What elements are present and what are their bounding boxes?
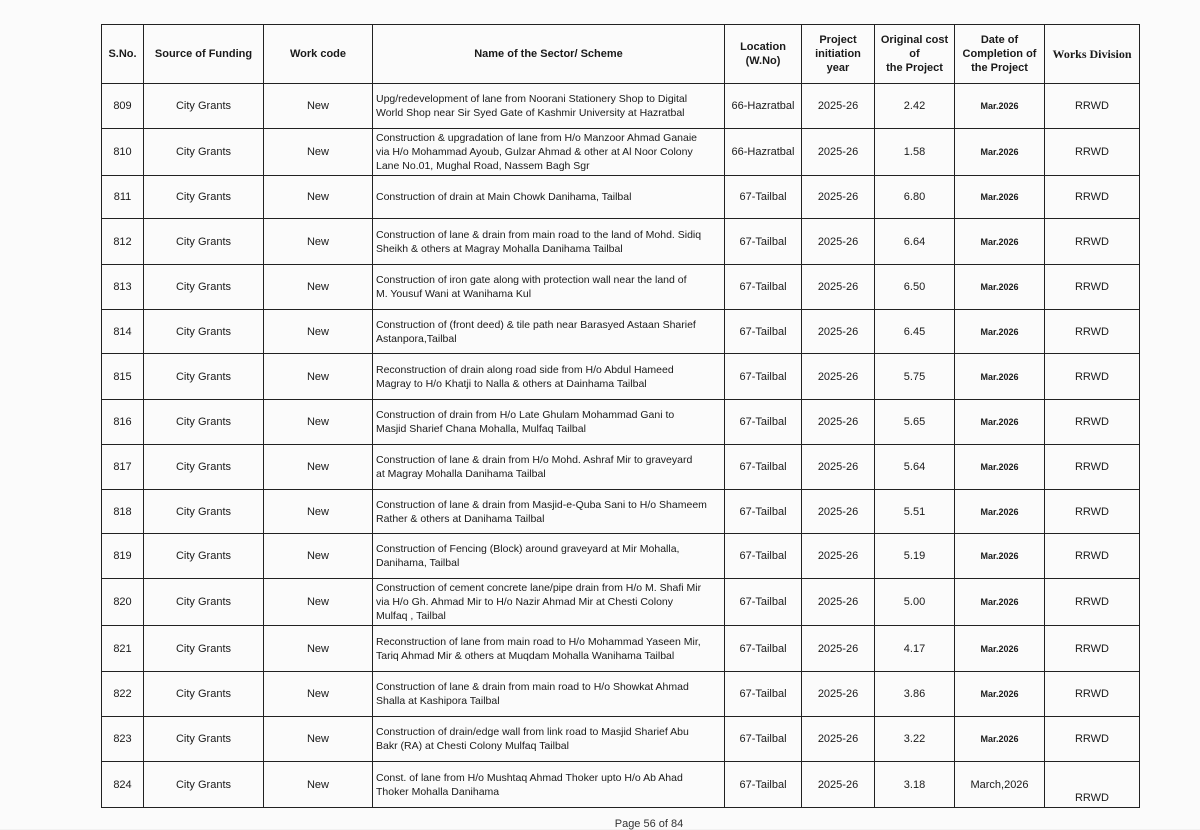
cell-location: 66-Hazratbal bbox=[725, 129, 802, 176]
cell-works-division: RRWD bbox=[1045, 310, 1140, 354]
cell-scheme-name bbox=[373, 265, 725, 310]
cell-location: 67-Tailbal bbox=[725, 265, 802, 310]
cell-location: 67-Tailbal bbox=[725, 534, 802, 579]
scheme-name-line: Construction of (front deed) & tile path near Barasyed Astaan Sharief bbox=[376, 318, 696, 331]
cell-scheme-name bbox=[373, 219, 725, 265]
cell-scheme-name bbox=[373, 672, 725, 717]
scheme-name-line: Construction of drain/edge wall from link road to Masjid Sharief Abu bbox=[376, 726, 689, 738]
scheme-name-line: Reconstruction of drain along road side from H/o Abdul Hameed bbox=[376, 363, 674, 376]
cell-scheme-name bbox=[373, 400, 725, 445]
cell-source: City Grants bbox=[144, 84, 264, 129]
header-initiation-line: initiation bbox=[815, 48, 861, 60]
cell-scheme-name bbox=[373, 354, 725, 400]
header-cost-line: the Project bbox=[886, 62, 943, 74]
cell-location: 66-Hazratbal bbox=[725, 84, 802, 129]
cell-completion-date: Mar.2026 bbox=[955, 579, 1045, 626]
header-initiation-line: year bbox=[826, 62, 850, 74]
cell-completion-date: Mar.2026 bbox=[955, 129, 1045, 176]
cell-works-division: RRWD bbox=[1045, 490, 1140, 534]
cell-workcode: New bbox=[264, 672, 373, 717]
cell-completion-date: Mar.2026 bbox=[955, 490, 1045, 534]
cell-works-division: RRWD bbox=[1045, 354, 1140, 400]
table-row bbox=[102, 400, 1140, 445]
table-row bbox=[102, 176, 1140, 219]
scheme-name-line: Construction of Fencing (Block) around graveyard at Mir Mohalla, bbox=[376, 543, 680, 555]
cell-scheme-name bbox=[373, 579, 725, 626]
cell-location: 67-Tailbal bbox=[725, 762, 802, 808]
cell-cost: 3.22 bbox=[875, 717, 955, 762]
cell-location: 67-Tailbal bbox=[725, 354, 802, 400]
header-completion bbox=[955, 25, 1045, 84]
scheme-name-line: Construction of lane & drain from main road to the land of Mohd. Sidiq bbox=[376, 228, 702, 241]
cell-completion-date: Mar.2026 bbox=[955, 717, 1045, 762]
cell-completion-date: Mar.2026 bbox=[955, 219, 1045, 265]
cell-sno: 813 bbox=[102, 265, 144, 310]
cell-source: City Grants bbox=[144, 445, 264, 490]
cell-sno: 816 bbox=[102, 400, 144, 445]
cell-workcode: New bbox=[264, 354, 373, 400]
cell-initiation-year: 2025-26 bbox=[802, 490, 875, 534]
cell-scheme-name bbox=[373, 84, 725, 129]
scheme-name-line: Upg/redevelopment of lane from Noorani Stationery Shop to Digital bbox=[376, 93, 688, 105]
cell-source: City Grants bbox=[144, 176, 264, 219]
cell-location: 67-Tailbal bbox=[725, 445, 802, 490]
header-source: Source of Funding bbox=[144, 25, 264, 84]
scheme-name-line: Lane No.01, Mughal Road, Nassem Bagh Sgr bbox=[376, 160, 590, 172]
cell-workcode: New bbox=[264, 219, 373, 265]
cell-sno: 819 bbox=[102, 534, 144, 579]
cell-works-division: RRWD bbox=[1045, 762, 1140, 808]
cell-cost: 6.80 bbox=[875, 176, 955, 219]
cell-location: 67-Tailbal bbox=[725, 310, 802, 354]
cell-source: City Grants bbox=[144, 762, 264, 808]
cell-works-division: RRWD bbox=[1045, 84, 1140, 129]
page-footer bbox=[0, 818, 1200, 830]
cell-sno: 818 bbox=[102, 490, 144, 534]
page-number: Page 56 of 84 bbox=[614, 818, 684, 830]
cell-sno: 822 bbox=[102, 672, 144, 717]
scheme-name-line: Construction of drain at Main Chowk Danihama, Tailbal bbox=[376, 191, 632, 203]
scheme-name-line: Construction of iron gate along with protection wall near the land of bbox=[376, 274, 687, 286]
table-row bbox=[102, 579, 1140, 626]
header-cost-line: Original cost of bbox=[880, 34, 949, 60]
scheme-name-line: Tariq Ahmad Mir & others at Muqdam Mohalla Wanihama Tailbal bbox=[376, 649, 675, 662]
cell-completion-date: Mar.2026 bbox=[955, 445, 1045, 490]
cell-source: City Grants bbox=[144, 354, 264, 400]
scheme-name-line: Rather & others at Danihama Tailbal bbox=[376, 512, 545, 525]
cell-initiation-year: 2025-26 bbox=[802, 354, 875, 400]
cell-works-division: RRWD bbox=[1045, 445, 1140, 490]
scheme-name-line: Reconstruction of lane from main road to H/o Mohammad Yaseen Mir, bbox=[376, 635, 701, 648]
scheme-name-line: via H/o Mohammad Ayoub, Gulzar Ahmad & other at Al Noor Colony bbox=[376, 146, 693, 158]
cell-workcode: New bbox=[264, 490, 373, 534]
works-table bbox=[101, 24, 1140, 808]
cell-workcode: New bbox=[264, 310, 373, 354]
header-row bbox=[102, 25, 1140, 84]
cell-location: 67-Tailbal bbox=[725, 626, 802, 672]
cell-workcode: New bbox=[264, 84, 373, 129]
cell-completion-date: Mar.2026 bbox=[955, 310, 1045, 354]
cell-source: City Grants bbox=[144, 534, 264, 579]
table-row bbox=[102, 129, 1140, 176]
scheme-name-line: Construction of lane & drain from H/o Mohd. Ashraf Mir to graveyard bbox=[376, 454, 693, 466]
table-row bbox=[102, 534, 1140, 579]
header-cost bbox=[875, 25, 955, 84]
header-workcode: Work code bbox=[264, 25, 373, 84]
cell-source: City Grants bbox=[144, 310, 264, 354]
cell-sno: 812 bbox=[102, 219, 144, 265]
table-row bbox=[102, 310, 1140, 354]
cell-sno: 823 bbox=[102, 717, 144, 762]
header-initiation-line: Project bbox=[819, 34, 857, 46]
table-row bbox=[102, 84, 1140, 129]
cell-source: City Grants bbox=[144, 400, 264, 445]
cell-initiation-year: 2025-26 bbox=[802, 717, 875, 762]
cell-cost: 5.64 bbox=[875, 445, 955, 490]
cell-workcode: New bbox=[264, 176, 373, 219]
table-row bbox=[102, 672, 1140, 717]
scheme-name-line: Masjid Sharief Chana Mohalla, Mulfaq Tailbal bbox=[376, 423, 586, 435]
cell-sno: 820 bbox=[102, 579, 144, 626]
cell-initiation-year: 2025-26 bbox=[802, 400, 875, 445]
cell-cost: 3.86 bbox=[875, 672, 955, 717]
cell-workcode: New bbox=[264, 400, 373, 445]
header-division: Works Division bbox=[1045, 25, 1140, 84]
cell-works-division: RRWD bbox=[1045, 129, 1140, 176]
cell-cost: 3.18 bbox=[875, 762, 955, 808]
cell-sno: 811 bbox=[102, 176, 144, 219]
cell-location: 67-Tailbal bbox=[725, 176, 802, 219]
table-row bbox=[102, 445, 1140, 490]
cell-location: 67-Tailbal bbox=[725, 219, 802, 265]
scheme-name-line: Construction of lane & drain from Masjid-e-Quba Sani to H/o Shameem bbox=[376, 498, 707, 511]
cell-cost: 5.75 bbox=[875, 354, 955, 400]
table-row bbox=[102, 354, 1140, 400]
cell-source: City Grants bbox=[144, 265, 264, 310]
scheme-name-line: Sheikh & others at Magray Mohalla Danihama Tailbal bbox=[376, 242, 623, 255]
table-row bbox=[102, 490, 1140, 534]
cell-works-division: RRWD bbox=[1045, 626, 1140, 672]
cell-source: City Grants bbox=[144, 579, 264, 626]
cell-sno: 810 bbox=[102, 129, 144, 176]
cell-completion-date: Mar.2026 bbox=[955, 176, 1045, 219]
cell-works-division: RRWD bbox=[1045, 265, 1140, 310]
cell-location: 67-Tailbal bbox=[725, 579, 802, 626]
scheme-name-line: Const. of lane from H/o Mushtaq Ahmad Thoker upto H/o Ab Ahad bbox=[376, 771, 683, 784]
cell-cost: 6.50 bbox=[875, 265, 955, 310]
cell-source: City Grants bbox=[144, 626, 264, 672]
scheme-name-line: Construction of lane & drain from main road to H/o Showkat Ahmad bbox=[376, 681, 689, 693]
cell-initiation-year: 2025-26 bbox=[802, 129, 875, 176]
cell-works-division: RRWD bbox=[1045, 400, 1140, 445]
scheme-name-line: via H/o Gh. Ahmad Mir to H/o Nazir Ahmad Mir at Chesti Colony bbox=[376, 596, 674, 608]
scheme-name-line: Mulfaq , Tailbal bbox=[376, 610, 446, 622]
cell-source: City Grants bbox=[144, 717, 264, 762]
header-completion-line: Completion of bbox=[962, 48, 1037, 60]
cell-scheme-name bbox=[373, 445, 725, 490]
cell-cost: 2.42 bbox=[875, 84, 955, 129]
cell-works-division: RRWD bbox=[1045, 534, 1140, 579]
cell-completion-date: March,2026 bbox=[955, 762, 1045, 808]
cell-workcode: New bbox=[264, 717, 373, 762]
cell-location: 67-Tailbal bbox=[725, 717, 802, 762]
cell-initiation-year: 2025-26 bbox=[802, 176, 875, 219]
table-row bbox=[102, 219, 1140, 265]
cell-cost: 5.65 bbox=[875, 400, 955, 445]
scheme-name-line: Astanpora,Tailbal bbox=[376, 332, 457, 345]
cell-sno: 824 bbox=[102, 762, 144, 808]
cell-initiation-year: 2025-26 bbox=[802, 310, 875, 354]
cell-workcode: New bbox=[264, 626, 373, 672]
cell-initiation-year: 2025-26 bbox=[802, 265, 875, 310]
cell-cost: 6.64 bbox=[875, 219, 955, 265]
cell-works-division: RRWD bbox=[1045, 176, 1140, 219]
cell-initiation-year: 2025-26 bbox=[802, 219, 875, 265]
scheme-name-line: Bakr (RA) at Chesti Colony Mulfaq Tailbal bbox=[376, 740, 569, 752]
cell-source: City Grants bbox=[144, 129, 264, 176]
table-row bbox=[102, 717, 1140, 762]
cell-cost: 5.00 bbox=[875, 579, 955, 626]
scheme-name-line: Shalla at Kashipora Tailbal bbox=[376, 695, 500, 707]
header-location-line: Location bbox=[740, 41, 786, 53]
scheme-name-line: Magray to H/o Khatji to Nalla & others at Dainhama Tailbal bbox=[376, 377, 647, 390]
header-completion-line: Date of bbox=[980, 34, 1019, 46]
cell-scheme-name bbox=[373, 626, 725, 672]
cell-workcode: New bbox=[264, 762, 373, 808]
scheme-name-line: Construction & upgradation of lane from H/o Manzoor Ahmad Ganaie bbox=[376, 132, 698, 144]
cell-cost: 5.51 bbox=[875, 490, 955, 534]
cell-scheme-name bbox=[373, 717, 725, 762]
cell-source: City Grants bbox=[144, 672, 264, 717]
scheme-name-line: Danihama, Tailbal bbox=[376, 557, 460, 569]
scheme-name-line: Construction of cement concrete lane/pipe drain from H/o M. Shafi Mir bbox=[376, 582, 702, 594]
cell-scheme-name bbox=[373, 490, 725, 534]
header-location-line: (W.No) bbox=[745, 55, 781, 67]
scheme-name-line: World Shop near Sir Syed Gate of Kashmir University at Hazratbal bbox=[376, 107, 685, 119]
cell-works-division: RRWD bbox=[1045, 219, 1140, 265]
cell-sno: 814 bbox=[102, 310, 144, 354]
scheme-name-line: Thoker Mohalla Danihama bbox=[376, 785, 500, 798]
cell-initiation-year: 2025-26 bbox=[802, 534, 875, 579]
header-name: Name of the Sector/ Scheme bbox=[373, 25, 725, 84]
scheme-name-line: M. Yousuf Wani at Wanihama Kul bbox=[376, 288, 532, 300]
cell-sno: 809 bbox=[102, 84, 144, 129]
cell-location: 67-Tailbal bbox=[725, 400, 802, 445]
cell-scheme-name bbox=[373, 310, 725, 354]
cell-works-division: RRWD bbox=[1045, 717, 1140, 762]
cell-initiation-year: 2025-26 bbox=[802, 579, 875, 626]
cell-scheme-name bbox=[373, 762, 725, 808]
cell-initiation-year: 2025-26 bbox=[802, 445, 875, 490]
cell-scheme-name bbox=[373, 534, 725, 579]
cell-completion-date: Mar.2026 bbox=[955, 400, 1045, 445]
cell-cost: 1.58 bbox=[875, 129, 955, 176]
cell-completion-date: Mar.2026 bbox=[955, 626, 1045, 672]
cell-completion-date: Mar.2026 bbox=[955, 534, 1045, 579]
table-row bbox=[102, 265, 1140, 310]
cell-workcode: New bbox=[264, 265, 373, 310]
cell-initiation-year: 2025-26 bbox=[802, 84, 875, 129]
scheme-name-line: Construction of drain from H/o Late Ghulam Mohammad Gani to bbox=[376, 409, 675, 421]
cell-workcode: New bbox=[264, 445, 373, 490]
cell-initiation-year: 2025-26 bbox=[802, 626, 875, 672]
cell-cost: 5.19 bbox=[875, 534, 955, 579]
cell-sno: 817 bbox=[102, 445, 144, 490]
cell-location: 67-Tailbal bbox=[725, 672, 802, 717]
cell-initiation-year: 2025-26 bbox=[802, 762, 875, 808]
cell-scheme-name bbox=[373, 176, 725, 219]
cell-workcode: New bbox=[264, 534, 373, 579]
cell-scheme-name bbox=[373, 129, 725, 176]
cell-cost: 6.45 bbox=[875, 310, 955, 354]
cell-workcode: New bbox=[264, 129, 373, 176]
cell-source: City Grants bbox=[144, 219, 264, 265]
cell-sno: 815 bbox=[102, 354, 144, 400]
header-location bbox=[725, 25, 802, 84]
header-initiation bbox=[802, 25, 875, 84]
header-sno: S.No. bbox=[102, 25, 144, 84]
cell-location: 67-Tailbal bbox=[725, 490, 802, 534]
cell-cost: 4.17 bbox=[875, 626, 955, 672]
cell-completion-date: Mar.2026 bbox=[955, 265, 1045, 310]
cell-completion-date: Mar.2026 bbox=[955, 354, 1045, 400]
cell-source: City Grants bbox=[144, 490, 264, 534]
cell-works-division: RRWD bbox=[1045, 672, 1140, 717]
cell-works-division: RRWD bbox=[1045, 579, 1140, 626]
table-row bbox=[102, 626, 1140, 672]
scheme-name-line: at Magray Mohalla Danihama Tailbal bbox=[376, 468, 546, 480]
header-completion-line: the Project bbox=[971, 62, 1028, 74]
cell-sno: 821 bbox=[102, 626, 144, 672]
cell-initiation-year: 2025-26 bbox=[802, 672, 875, 717]
cell-completion-date: Mar.2026 bbox=[955, 84, 1045, 129]
cell-workcode: New bbox=[264, 579, 373, 626]
table-row bbox=[102, 762, 1140, 808]
cell-completion-date: Mar.2026 bbox=[955, 672, 1045, 717]
